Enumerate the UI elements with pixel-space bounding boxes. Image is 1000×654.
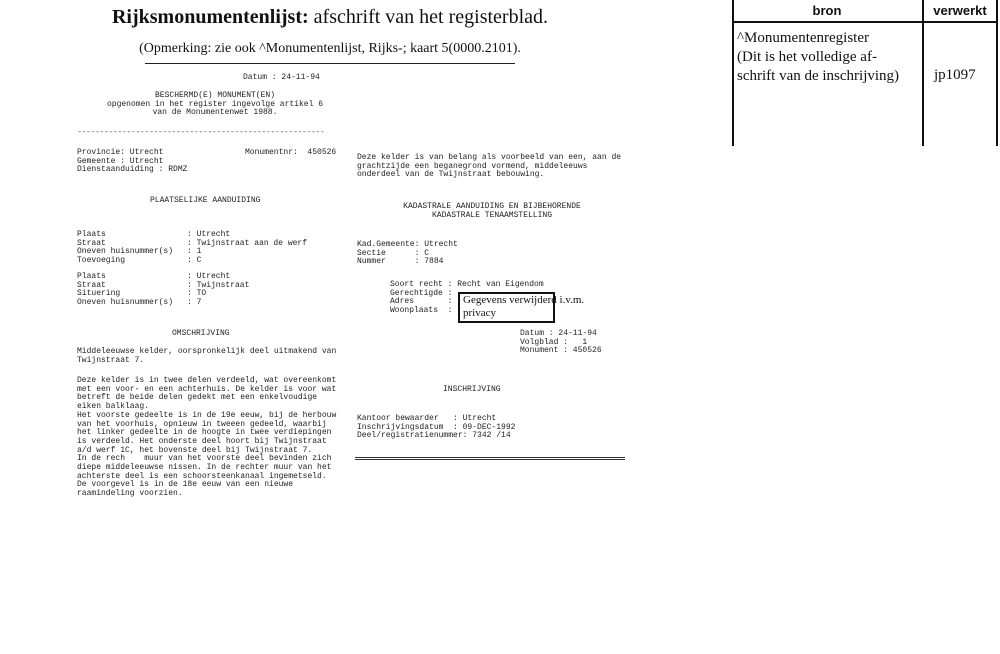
kadaster-title xyxy=(357,203,627,220)
field-value: : 1 xyxy=(187,247,202,257)
text-line: grachtzijde een beganegrond vormend, middeleeuws xyxy=(357,161,588,171)
field-label: Straat xyxy=(77,280,106,290)
privacy-redaction-box xyxy=(458,292,585,323)
source-line: schrift van de inschrijving) xyxy=(737,68,900,84)
kadaster-title-line: KADASTRALE TENAAMSTELLING xyxy=(431,210,553,220)
field-label: Kantoor bewaarder xyxy=(357,414,439,423)
text-line: Middeleeuwse kelder, oorspronkelijk deel uitmakend van xyxy=(77,347,337,356)
field-label: Situering xyxy=(77,289,121,299)
doc-heading xyxy=(70,92,360,118)
field-value: : TO xyxy=(187,289,207,299)
privacy-line: Gegevens verwijderd i.v.m. xyxy=(463,294,585,306)
omschrijving-paragraph-1 xyxy=(77,348,336,365)
field-label: Plaats xyxy=(77,272,106,281)
field-value: : Twijnstraat xyxy=(187,280,250,290)
omschrijving-paragraph-2 xyxy=(77,377,336,499)
datum-line: Monument : 450526 xyxy=(520,346,602,356)
title-bold: Rijksmonumentenlijst: xyxy=(111,6,309,28)
dashed-divider: ------------------------------------------------------- xyxy=(77,128,325,137)
rechten-line: Soort recht : Recht van Eigendom xyxy=(390,280,544,289)
text-line: Twijnstraat 7. xyxy=(77,355,145,365)
text-line: Deze kelder is van belang als voorbeeld van een, aan de xyxy=(357,153,622,162)
field-value: : C xyxy=(187,256,202,266)
datum-line: Volgblad : 1 xyxy=(520,337,588,347)
field-label: Deel/registratienummer xyxy=(357,431,463,441)
col-header-processed: verwerkt xyxy=(933,3,987,18)
text-line: is verdeeld. Het onderste deel hoort bij Twijnstraat xyxy=(77,436,327,446)
text-line: achterste deel is een schoorsteenkanaal ingemetseld. xyxy=(77,471,327,481)
source-line: (Dit is het volledige af- xyxy=(737,49,877,65)
col-header-source: bron xyxy=(812,3,842,18)
field-label: Straat xyxy=(77,238,106,248)
omschrijving-title: OMSCHRIJVING xyxy=(172,329,230,338)
kadaster-block xyxy=(357,241,458,267)
header-underline xyxy=(145,63,515,64)
text-line: onderdeel van de Twijnstraat bebouwing. xyxy=(357,170,545,180)
datum-block xyxy=(520,330,602,356)
field-label: Plaats xyxy=(77,230,106,239)
source-table xyxy=(732,0,998,146)
kadaster-line: Sectie : C xyxy=(357,248,430,258)
heading-line: opgenomen in het register ingevolge artikel 6 xyxy=(106,99,324,109)
gemeente: Gemeente : Utrecht xyxy=(77,156,164,166)
text-line: met een voor- en een achterhuis. De kelder is voor wat xyxy=(77,384,337,394)
text-line: diepe middeleeuwse nissen. In de rechter muur van het xyxy=(77,463,332,473)
provincie: Provincie: Utrecht xyxy=(77,148,164,157)
kadaster-title-line: KADASTRALE AANDUIDING EN BIJBEHORENDE xyxy=(403,202,581,211)
text-line: In de rech muur van het voorste deel bevinden zich xyxy=(77,454,332,464)
text-line: a/d werf 1C, het bovenste deel bij Twijnstraat 7. xyxy=(77,445,313,455)
field-value: : 7342 /14 xyxy=(462,431,511,441)
admin-block xyxy=(77,149,187,175)
text-line: De voorgevel is in de 18e eeuw van een nieuwe xyxy=(77,480,294,490)
date-top: Datum : 24-11-94 xyxy=(243,73,320,82)
title-rest: afschrift van het registerblad. xyxy=(308,6,549,28)
inschrijving-block xyxy=(357,415,515,441)
kadaster-line: Nummer : 7884 xyxy=(357,257,444,267)
rechten-line: Woonplaats : xyxy=(390,306,453,316)
table-border xyxy=(732,21,998,23)
remark: (Opmerking: zie ook ^Monumentenlijst, Rijks-; kaart 5(0000.2101). xyxy=(139,41,521,56)
rechten-line: Gerechtigde : xyxy=(390,288,453,298)
text-line: Deze kelder is in twee delen verdeeld, wat overeenkomt xyxy=(77,376,337,385)
heading-line: van de Monumentenwet 1988. xyxy=(152,108,278,118)
location-1 xyxy=(77,231,307,266)
plaatselijk-title: PLAATSELIJKE AANDUIDING xyxy=(150,196,261,205)
monumentnr: Monumentnr: 450526 xyxy=(245,148,337,157)
field-value: : Twijnstraat aan de werf xyxy=(187,238,308,248)
text-line: raamindeling voorzien. xyxy=(77,489,183,499)
field-label: Oneven huisnummer(s) xyxy=(77,298,174,308)
rechten-line: Adres : xyxy=(390,297,453,307)
double-rule xyxy=(355,457,625,460)
field-value: : Utrecht xyxy=(438,414,497,423)
privacy-line: privacy xyxy=(463,306,496,319)
text-line: Het voorste gedeelte is in de 19e eeuw, bij de herbouw xyxy=(77,410,337,420)
text-line: van het voorhuis, opnieuw in tweeen gedeeld, waarbij xyxy=(77,419,327,429)
field-label: Toevoeging xyxy=(77,256,126,266)
source-line: ^Monumentenregister xyxy=(737,30,870,46)
field-value: : 7 xyxy=(187,298,202,308)
datum-line: Datum : 24-11-94 xyxy=(520,329,597,338)
text-line: het linker gedeelte in de hoogte in twee verdiepingen xyxy=(77,428,332,438)
field-value: : 09-DEC-1992 xyxy=(443,422,516,432)
field-label: Inschrijvingsdatum xyxy=(357,422,444,432)
belang-paragraph xyxy=(357,154,621,180)
text-line: eiken balklaag. xyxy=(77,402,150,412)
source-cell xyxy=(737,29,921,86)
field-label: Oneven huisnummer(s) xyxy=(77,247,174,257)
processed-cell: jp1097 xyxy=(934,67,976,83)
heading-line: BESCHERMD(E) MONUMENT(EN) xyxy=(154,91,276,100)
kadaster-line: Kad.Gemeente: Utrecht xyxy=(357,240,458,249)
page-title xyxy=(0,6,660,29)
field-value: : Utrecht xyxy=(187,230,231,239)
dienstaanduiding: Dienstaanduiding : RDMZ xyxy=(77,165,188,175)
inschrijving-title: INSCHRIJVING xyxy=(443,385,501,394)
field-value: : Utrecht xyxy=(187,272,231,281)
text-line: betreft de beide delen gedekt met een enkelvoudige xyxy=(77,393,318,403)
location-2 xyxy=(77,273,249,308)
